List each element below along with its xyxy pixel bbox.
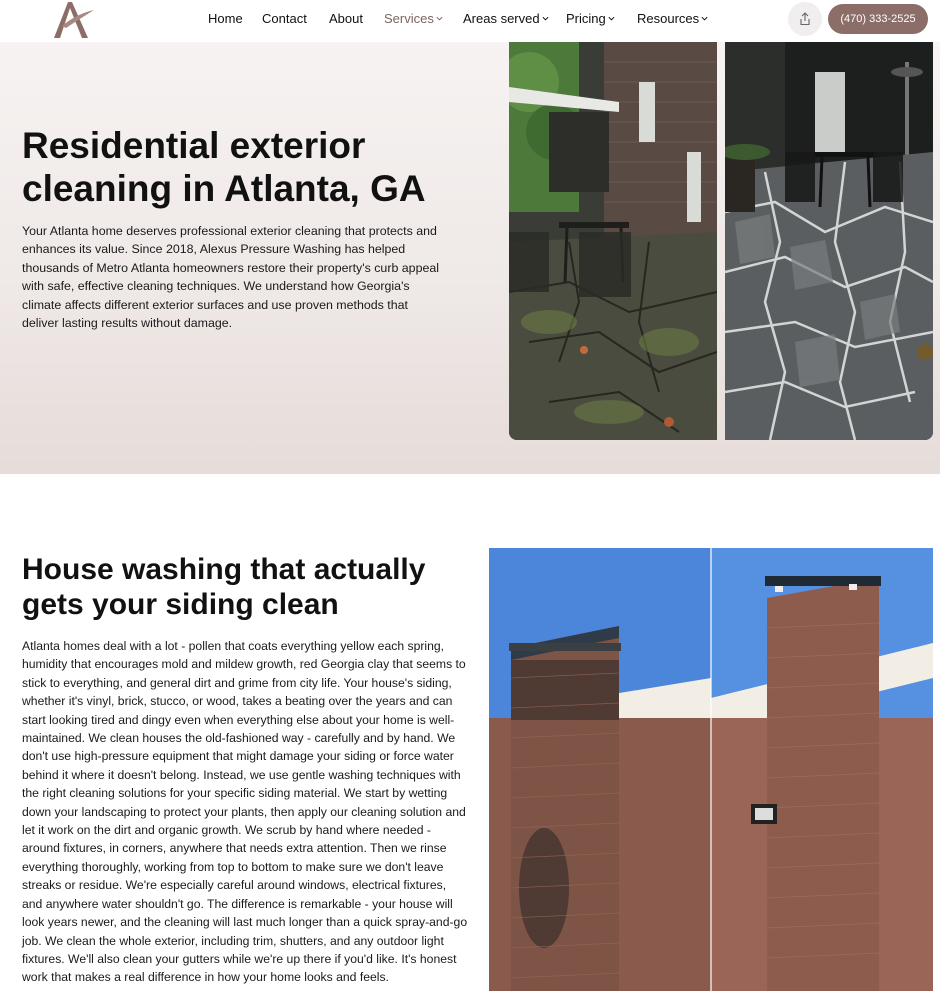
nav-contact[interactable]: Contact bbox=[262, 11, 307, 26]
site-header bbox=[0, 0, 940, 42]
hero-title: Residential exterior cleaning in Atlanta, GA bbox=[22, 125, 426, 209]
hero-section bbox=[0, 42, 940, 474]
chimney-before-after-photo bbox=[489, 548, 933, 991]
patio-after-photo bbox=[725, 42, 933, 440]
chevron-down-icon bbox=[608, 15, 615, 22]
nav-pricing[interactable]: Pricing bbox=[566, 11, 615, 26]
share-icon bbox=[798, 12, 812, 26]
chevron-down-icon bbox=[701, 15, 708, 22]
phone-call-button[interactable]: (470) 333-2525 bbox=[828, 4, 928, 34]
nav-home[interactable]: Home bbox=[208, 11, 243, 26]
chevron-down-icon bbox=[542, 15, 549, 22]
nav-resources[interactable]: Resources bbox=[637, 11, 708, 26]
nav-areas-served[interactable]: Areas served bbox=[463, 11, 549, 26]
house-washing-description: Atlanta homes deal with a lot - pollen that coats everything yellow each spring, humidity that encourages mold and mildew growth, red Georgia clay that seems to stick to everything, and general dirt and grime from city life. Your house's siding, whether it's vinyl, brick, stucco, or wood, takes a beating over the years and can start looking tired and dingy even when everything else about your home is well-maintained. We clean houses the old-fashioned way - carefully and by hand. We don't use high-pressure equipment that might damage your siding or force water behind it where it doesn't belong. Instead, we use gentle washing techniques with the right cleaning solutions for your specific siding material. We start by wetting down your landscaping to protect your plants, then apply our cleaning solution and let it work on the dirt and organic growth. We scrub by hand where needed - around fixtures, in corners, anywhere that needs extra attention. Then we rinse everything thoroughly, working from top to bottom to make sure we don't leave streaks or residue. We're especially careful around windows, electrical fixtures, and anywhere water shouldn't go. The difference is remarkable - your house will look years newer, and the cleaning will last much longer than a quick spray-and-go job. We clean the whole exterior, including trim, shutters, and any outdoor light fixtures. We'll also clean your gutters while we're up there if you'd like. It's honest work that makes a real difference in how your home looks and feels. bbox=[22, 639, 468, 985]
chevron-down-icon bbox=[436, 15, 443, 22]
nav-services[interactable]: Services bbox=[384, 11, 443, 26]
letter-a-logo[interactable] bbox=[48, 0, 98, 40]
hero-description: Your Atlanta home deserves professional exterior cleaning that protects and enhances its value. Since 2018, Alexus Pressure Washing has helped thousands of Metro Atlanta homeowners restore their property's curb appeal with safe, effective cleaning techniques. We understand how Georgia's climate affects different exterior surfaces and use proven methods that deliver lasting results without damage. bbox=[22, 224, 439, 331]
nav-about[interactable]: About bbox=[329, 11, 363, 26]
patio-before-photo bbox=[509, 42, 717, 440]
share-button[interactable] bbox=[788, 2, 822, 36]
house-washing-title: House washing that actually gets your siding clean bbox=[22, 553, 426, 621]
